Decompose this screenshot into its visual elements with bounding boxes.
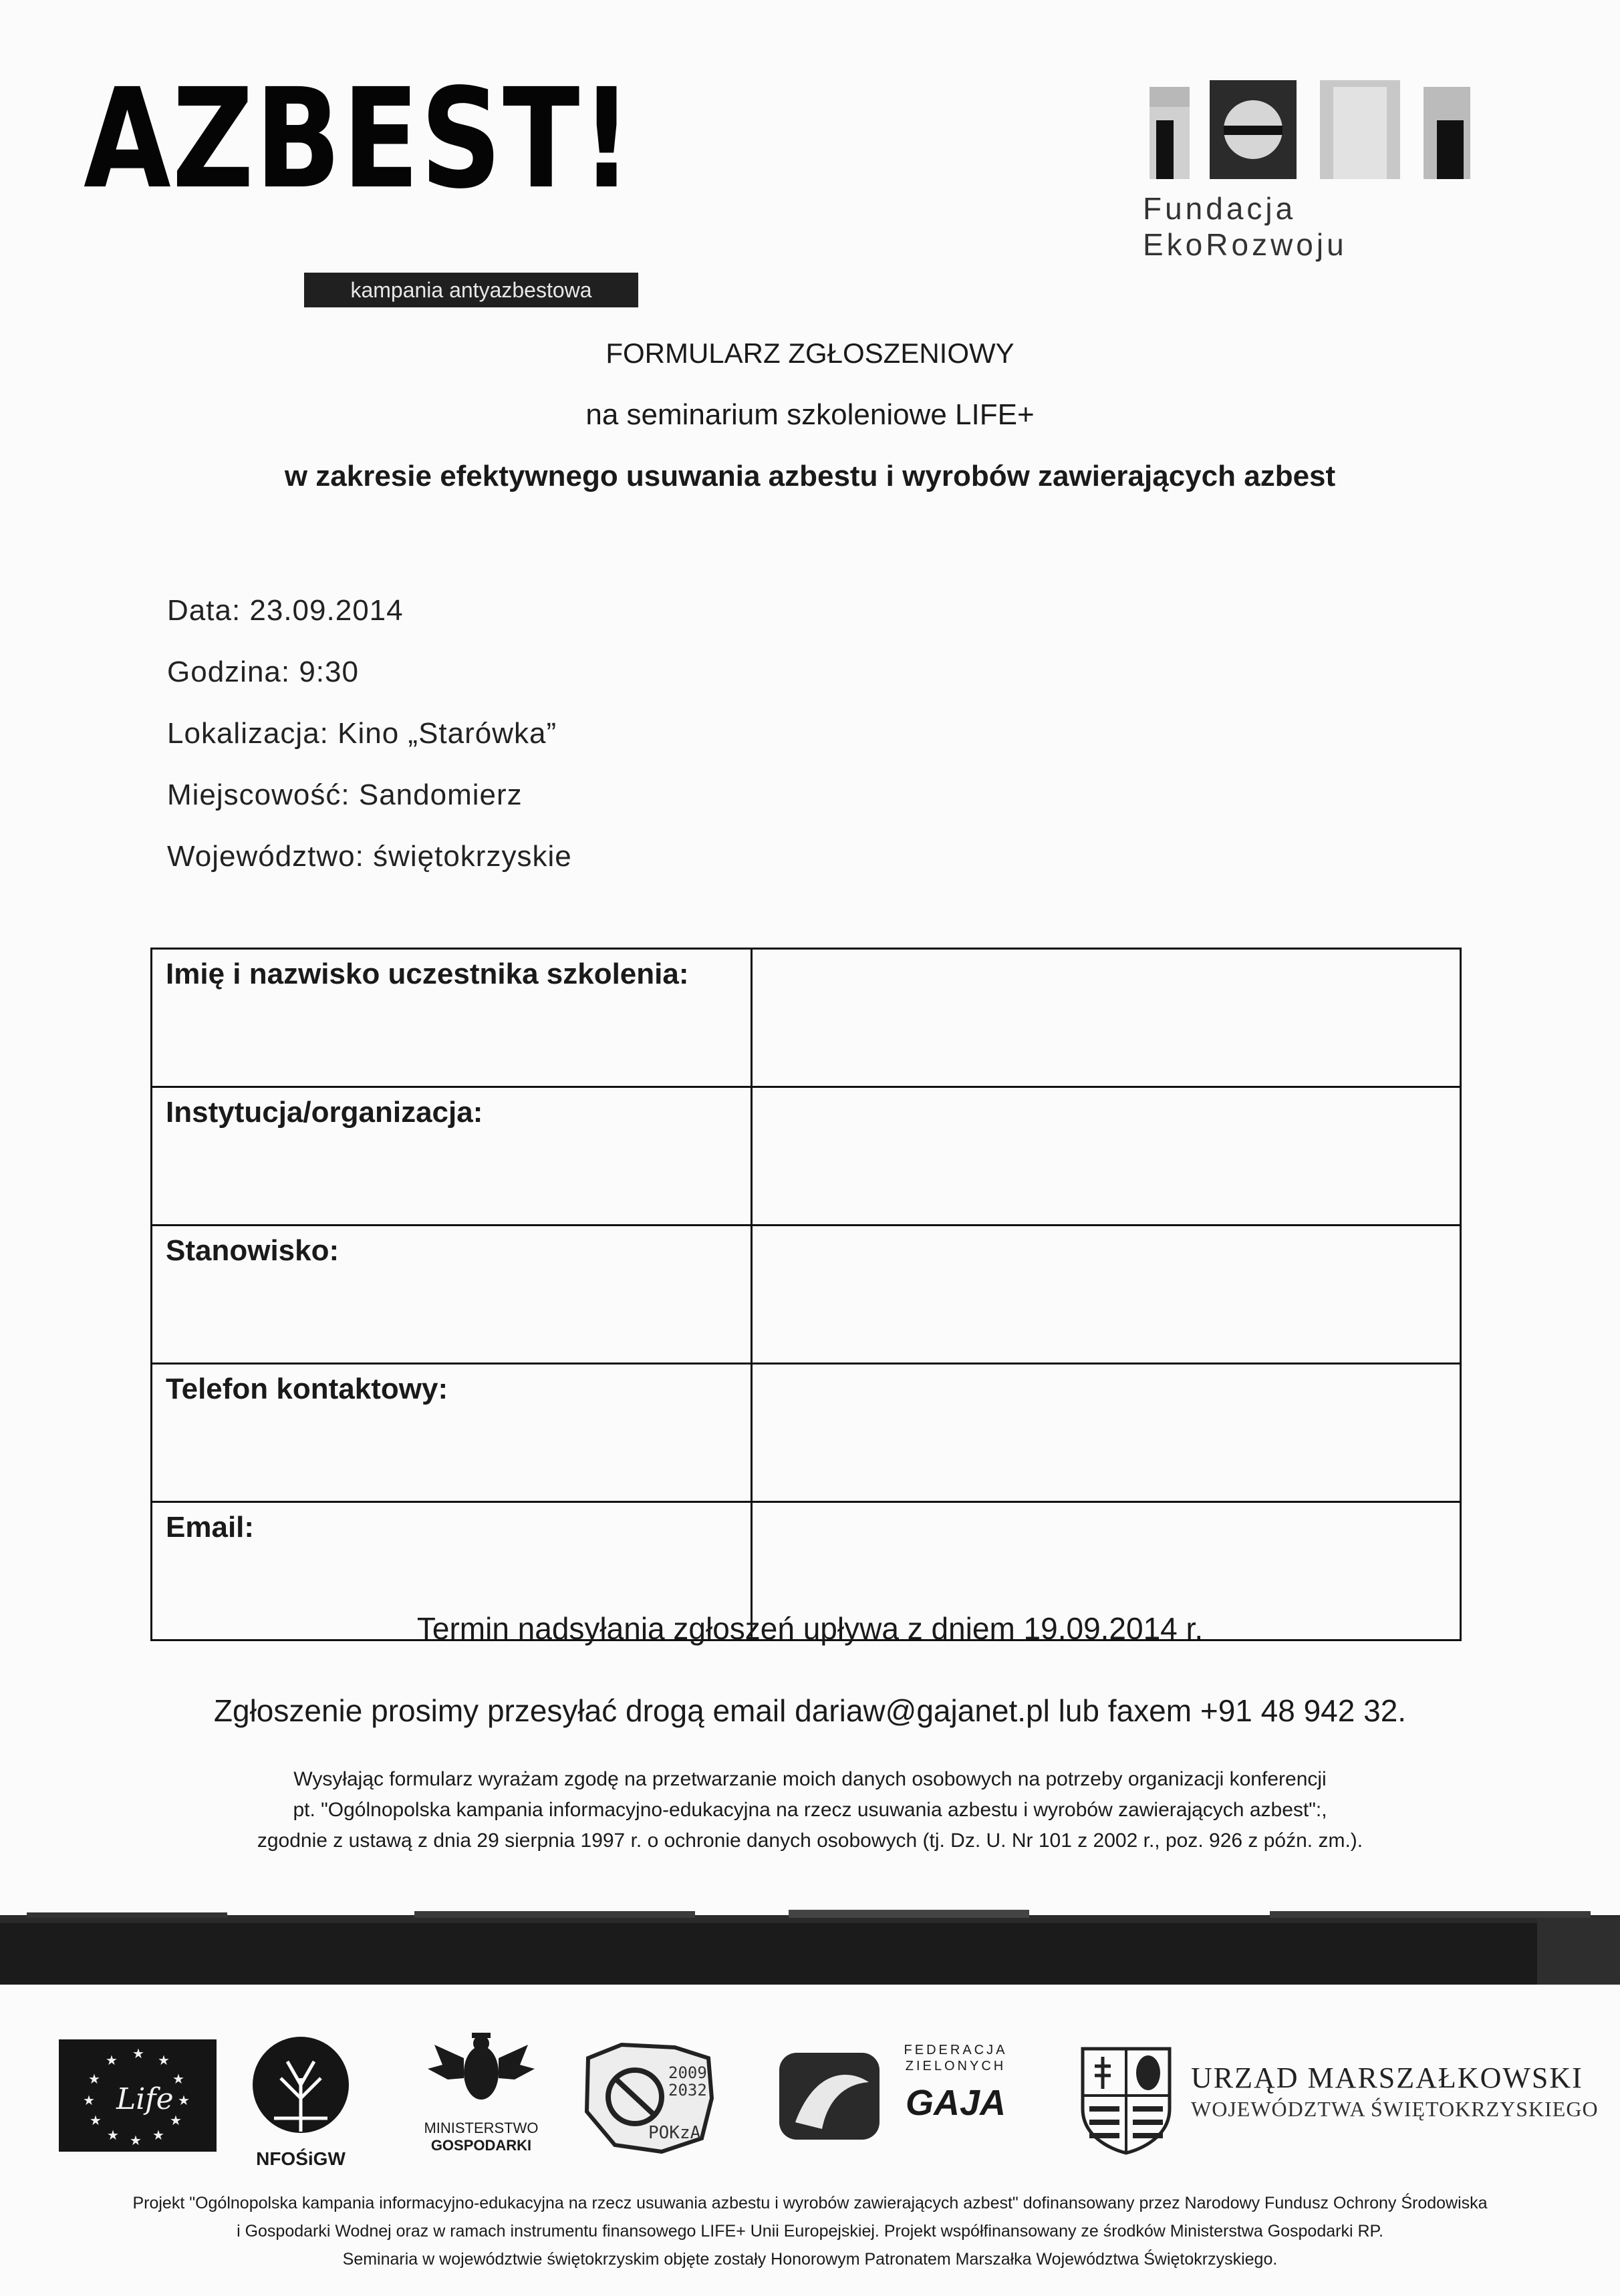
ministry-label-line: MINISTERSTWO bbox=[424, 2120, 539, 2136]
urzad-name: URZĄD MARSZAŁKOWSKI bbox=[1191, 2061, 1583, 2094]
footer-line: Projekt "Ogólnopolska kampania informacyjno-edukacyjna na rzecz usuwania azbestu i wyrobów zawierających azbest" dofinansowany przez Narodowy Fundusz Ochrony Środowiska bbox=[132, 2194, 1488, 2212]
gaja-logo bbox=[775, 2042, 1016, 2149]
ministry-label-line: GOSPODARKI bbox=[430, 2137, 532, 2154]
pokza-years-1: 2009 bbox=[668, 2063, 707, 2082]
bird-icon bbox=[775, 2042, 882, 2149]
pokza-label: POKzA bbox=[648, 2123, 701, 2143]
consent-line: zgodnie z ustawą z dnia 29 sierpnia 1997 r. o ochronie danych osobowych (tj. Dz. U. Nr 101 z 2002 r., poz. 926 z późn. zm.). bbox=[257, 1830, 1363, 1852]
form-row-phone bbox=[152, 1364, 1461, 1502]
form-topic: w zakresie efektywnego usuwania azbestu i wyrobów zawierających azbest bbox=[284, 460, 1336, 492]
event-info bbox=[167, 580, 572, 887]
form-field-position[interactable] bbox=[752, 1226, 1461, 1364]
svg-text:★: ★ bbox=[90, 2112, 102, 2128]
azbest-logo-subtitle: kampania antyazbestowa bbox=[304, 273, 638, 307]
feh-logo bbox=[1143, 74, 1504, 262]
event-time: Godzina: 9:30 bbox=[167, 656, 359, 688]
form-label-institution: Instytucja/organizacja: bbox=[152, 1087, 752, 1226]
tree-icon bbox=[247, 2031, 354, 2145]
svg-text:★: ★ bbox=[130, 2132, 142, 2148]
form-row-name bbox=[152, 949, 1461, 1087]
urzad-region: WOJEWÓDZTWA ŚWIĘTOKRZYSKIEGO bbox=[1191, 2097, 1599, 2121]
urzad-logo bbox=[1076, 2042, 1599, 2156]
form-field-phone[interactable] bbox=[752, 1364, 1461, 1502]
coat-of-arms-icon bbox=[1076, 2042, 1176, 2156]
life-logo-text: Life bbox=[116, 2082, 174, 2116]
svg-text:★: ★ bbox=[158, 2052, 170, 2068]
poland-map-icon bbox=[575, 2038, 722, 2158]
svg-text:★: ★ bbox=[152, 2127, 164, 2143]
consent-line: pt. "Ogólnopolska kampania informacyjno-edukacyjna na rzecz usuwania azbestu i wyrobów zawierających azbest":, bbox=[293, 1799, 1327, 1821]
nfosigw-logo bbox=[247, 2031, 354, 2169]
footer-note bbox=[53, 2189, 1567, 2273]
form-label-email: Email: bbox=[152, 1502, 752, 1640]
life-logo bbox=[59, 2039, 217, 2152]
contact-note: Zgłoszenie prosimy przesyłać drogą email dariaw@gajanet.pl lub faxem +91 48 942 32. bbox=[213, 1693, 1407, 1728]
eu-stars-icon bbox=[59, 2039, 217, 2152]
consent-line: Wysyłając formularz wyrażam zgodę na przetwarzanie moich danych osobowych na potrzeby organizacji konferencji bbox=[293, 1768, 1327, 1790]
registration-form-table bbox=[150, 948, 1462, 1641]
form-field-institution[interactable] bbox=[752, 1087, 1461, 1226]
svg-text:★: ★ bbox=[132, 2045, 144, 2061]
svg-text:★: ★ bbox=[107, 2127, 119, 2143]
svg-text:★: ★ bbox=[106, 2052, 118, 2068]
ministry-logo bbox=[408, 2031, 555, 2165]
event-date: Data: 23.09.2014 bbox=[167, 594, 404, 627]
svg-text:★: ★ bbox=[170, 2112, 182, 2128]
form-subtitle: na seminarium szkoleniowe LIFE+ bbox=[585, 398, 1035, 431]
gaja-name: GAJA bbox=[905, 2083, 1006, 2123]
deadline-note: Termin nadsyłania zgłoszeń upływa z dniem 19.09.2014 r. bbox=[416, 1611, 1204, 1646]
footer-line: i Gospodarki Wodnej oraz w ramach instrumentu finansowego LIFE+ Unii Europejskiej. Projekt współfinansowany ze środków Ministerstwa Gospodarki RP. bbox=[237, 2222, 1383, 2241]
form-row-institution bbox=[152, 1087, 1461, 1226]
form-label-position: Stanowisko: bbox=[152, 1226, 752, 1364]
svg-text:★: ★ bbox=[83, 2092, 95, 2108]
decorative-band bbox=[0, 1898, 1620, 1985]
feh-logo-mark bbox=[1143, 74, 1484, 180]
event-location: Lokalizacja: Kino „Starówka” bbox=[167, 717, 557, 750]
svg-text:★: ★ bbox=[172, 2071, 184, 2087]
pokza-years-2: 2032 bbox=[668, 2081, 707, 2100]
form-title: FORMULARZ ZGŁOSZENIOWY bbox=[605, 337, 1015, 369]
nfosigw-label: NFOŚiGW bbox=[256, 2148, 346, 2169]
form-label-name: Imię i nazwisko uczestnika szkolenia: bbox=[152, 949, 752, 1087]
svg-text:★: ★ bbox=[88, 2071, 100, 2087]
feh-org-name: Fundacja EkoRozwoju bbox=[1143, 191, 1347, 262]
azbest-logo-text: AZBEST! bbox=[84, 59, 634, 219]
svg-text:★: ★ bbox=[178, 2092, 190, 2108]
gaja-federation-line: ZIELONYCH bbox=[905, 2059, 1006, 2073]
gaja-federation-line: FEDERACJA bbox=[904, 2043, 1008, 2057]
azbest-logo bbox=[84, 59, 634, 302]
pokza-logo bbox=[575, 2038, 722, 2158]
event-town: Miejscowość: Sandomierz bbox=[167, 778, 523, 811]
form-label-phone: Telefon kontaktowy: bbox=[152, 1364, 752, 1502]
consent-note bbox=[120, 1764, 1500, 1856]
footer-line: Seminaria w województwie świętokrzyskim objęte zostały Honorowym Patronatem Marszałka Województwa Świętokrzyskiego. bbox=[342, 2250, 1278, 2269]
gaja-federation-label bbox=[896, 2042, 1016, 2074]
form-field-name[interactable] bbox=[752, 949, 1461, 1087]
form-row-position bbox=[152, 1226, 1461, 1364]
eagle-icon bbox=[408, 2031, 555, 2112]
event-region: Województwo: świętokrzyskie bbox=[167, 840, 572, 873]
ministry-label bbox=[408, 2120, 555, 2154]
